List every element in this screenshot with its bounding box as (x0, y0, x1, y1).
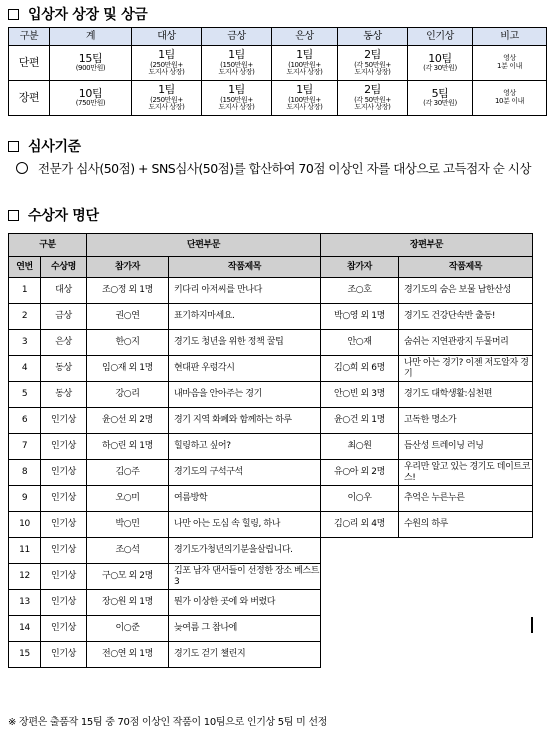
long-work-cell: 우리만 알고 있는 경기도 데이트코스! (399, 460, 533, 486)
popular-cell: 5팀 (각 30만원) (408, 81, 473, 116)
header-cell: 연번 (9, 257, 41, 278)
award-cell: 인기상 (41, 590, 87, 616)
bronze-cell: 2팀 (각 50만원+ 도지사 상장) (338, 81, 408, 116)
table-row (9, 330, 533, 356)
table-row (9, 382, 533, 408)
popular-cell: 10팀 (각 30만원) (408, 46, 473, 81)
short-participant-cell: 하○린 외 1명 (87, 434, 169, 460)
square-bullet-icon (8, 141, 19, 152)
long-participant-cell: 유○아 외 2명 (321, 460, 399, 486)
no-cell: 5 (9, 382, 41, 408)
header-cell: 대상 (132, 28, 202, 46)
silver-cell: 1팀 (100만원+ 도지사 상장) (272, 46, 338, 81)
award-cell: 인기상 (41, 538, 87, 564)
short-participant-cell: 이○준 (87, 616, 169, 642)
row-label: 장편 (9, 81, 50, 116)
header-cell: 비고 (473, 28, 547, 46)
grand-cell: 1팀 (250만원+ 도지사 상장) (132, 81, 202, 116)
short-work-cell: 김포 남자 댄서들이 선정한 장소 베스트3 (169, 564, 321, 590)
no-cell: 7 (9, 434, 41, 460)
short-work-cell: 힐링하고 싶어? (169, 434, 321, 460)
award-cell: 금상 (41, 304, 87, 330)
long-participant-cell: 박○영 외 1명 (321, 304, 399, 330)
grand-cell: 1팀 (250만원+ 도지사 상장) (132, 46, 202, 81)
winners-table (8, 233, 533, 668)
long-work-cell: 듬산성 트레이닝 러닝 (399, 434, 533, 460)
short-participant-cell: 한○지 (87, 330, 169, 356)
long-work-cell: 나만 아는 경기? 이젠 저도알자 경기 (399, 356, 533, 382)
section-winners-heading (8, 205, 99, 225)
award-cell: 인기상 (41, 616, 87, 642)
award-cell: 인기상 (41, 642, 87, 668)
no-cell: 4 (9, 356, 41, 382)
short-work-cell: 나만 아는 도심 속 힐링, 하나 (169, 512, 321, 538)
section-title: 입상자 상장 및 상금 (28, 7, 148, 23)
silver-cell: 1팀 (100만원+ 도지사 상장) (272, 81, 338, 116)
short-work-cell: 경기 지역 화폐와 함께하는 하루 (169, 408, 321, 434)
table-row (9, 304, 533, 330)
no-cell: 2 (9, 304, 41, 330)
no-cell: 1 (9, 278, 41, 304)
header-cell: 작품제목 (399, 257, 533, 278)
award-cell: 은상 (41, 330, 87, 356)
long-participant-cell: 조○호 (321, 278, 399, 304)
long-participant-cell: 안○빈 외 3명 (321, 382, 399, 408)
table-row (9, 408, 533, 434)
note-cell: 영상 10분 이내 (473, 81, 547, 116)
header-cell: 참가자 (321, 257, 399, 278)
no-cell: 9 (9, 486, 41, 512)
award-cell: 인기상 (41, 486, 87, 512)
long-work-cell: 경기도 건강단속반 출동! (399, 304, 533, 330)
award-cell: 인기상 (41, 434, 87, 460)
section-title: 수상자 명단 (28, 208, 99, 224)
short-participant-cell: 김○주 (87, 460, 169, 486)
table-row (9, 278, 533, 304)
table-header-row (9, 234, 533, 257)
long-participant-cell: 최○원 (321, 434, 399, 460)
award-cell: 인기상 (41, 512, 87, 538)
no-cell: 8 (9, 460, 41, 486)
long-work-cell: 경기도 대학생활:심천편 (399, 382, 533, 408)
long-work-cell: 경기도의 숨은 보물 남한산성 (399, 278, 533, 304)
header-cell: 작품제목 (169, 257, 321, 278)
no-cell: 3 (9, 330, 41, 356)
table-row (9, 460, 533, 486)
short-participant-cell: 전○연 외 1명 (87, 642, 169, 668)
long-participant-cell: 김○희 외 6명 (321, 356, 399, 382)
table-row (9, 512, 533, 538)
no-cell: 12 (9, 564, 41, 590)
header-cell: 금상 (202, 28, 272, 46)
no-cell: 15 (9, 642, 41, 668)
short-participant-cell: 윤○선 외 2명 (87, 408, 169, 434)
short-participant-cell: 박○민 (87, 512, 169, 538)
gold-cell: 1팀 (150만원+ 도지사 상장) (202, 81, 272, 116)
header-cell: 인기상 (408, 28, 473, 46)
table-header-row (9, 257, 533, 278)
square-bullet-icon (8, 9, 19, 20)
table-row (9, 486, 533, 512)
short-participant-cell: 조○석 (87, 538, 169, 564)
row-label: 단편 (9, 46, 50, 81)
header-cell: 수상명 (41, 257, 87, 278)
footnote: ※ 장편은 출품작 15팀 중 70점 이상인 작품이 10팀으로 인기상 5팀 미 선정 (8, 717, 328, 728)
judging-criteria-text: 전문가 심사(50점) + SNS심사(50점)를 합산하여 70점 이상인 자를 대상으로 고득점자 순 시상 (16, 159, 551, 179)
short-work-cell: 표기하지마세요. (169, 304, 321, 330)
short-work-cell: 여름방학 (169, 486, 321, 512)
short-work-cell: 키다리 아저씨를 만나다 (169, 278, 321, 304)
short-work-cell: 경기도가청년의기분을살립니다. (169, 538, 321, 564)
header-cell: 계 (50, 28, 132, 46)
short-participant-cell: 강○리 (87, 382, 169, 408)
short-work-cell: 늦여름 그 참나에 (169, 616, 321, 642)
vertical-rule (531, 617, 533, 633)
table-row (9, 538, 533, 564)
short-work-cell: 경기도 청년을 위한 정책 꿀팁 (169, 330, 321, 356)
section-title: 심사기준 (28, 139, 81, 155)
header-cell: 참가자 (87, 257, 169, 278)
table-row (9, 46, 547, 81)
award-cell: 동상 (41, 356, 87, 382)
header-cell: 은상 (272, 28, 338, 46)
award-prize-table (8, 27, 547, 116)
long-participant-cell: 윤○건 외 1명 (321, 408, 399, 434)
section-judging-criteria-heading (8, 136, 81, 156)
award-cell: 인기상 (41, 460, 87, 486)
table-header-row (9, 28, 547, 46)
award-cell: 인기상 (41, 564, 87, 590)
short-work-cell: 경기도 걷기 챌린지 (169, 642, 321, 668)
short-participant-cell: 장○원 외 1명 (87, 590, 169, 616)
section-award-prizes-heading (8, 4, 148, 24)
table-row (9, 434, 533, 460)
long-participant-cell: 안○재 (321, 330, 399, 356)
square-bullet-icon (8, 210, 19, 221)
note-cell: 영상 1분 이내 (473, 46, 547, 81)
short-work-cell: 내마음을 안아주는 경기 (169, 382, 321, 408)
no-cell: 11 (9, 538, 41, 564)
table-row (9, 356, 533, 382)
short-participant-cell: 구○모 외 2명 (87, 564, 169, 590)
long-work-cell: 숨쉬는 지연관광지 두물머리 (399, 330, 533, 356)
short-participant-cell: 권○연 (87, 304, 169, 330)
circle-bullet-icon (16, 162, 28, 174)
long-work-cell: 수원의 하루 (399, 512, 533, 538)
long-work-cell: 추억은 누른누른 (399, 486, 533, 512)
header-cell: 장편부문 (321, 234, 533, 257)
short-participant-cell: 임○재 외 1명 (87, 356, 169, 382)
no-cell: 10 (9, 512, 41, 538)
long-participant-cell: 이○우 (321, 486, 399, 512)
short-work-cell: 현대판 우렁각시 (169, 356, 321, 382)
no-cell: 14 (9, 616, 41, 642)
award-cell: 인기상 (41, 408, 87, 434)
empty-long-cell (321, 538, 533, 668)
header-cell: 동상 (338, 28, 408, 46)
long-participant-cell: 김○리 외 4명 (321, 512, 399, 538)
long-work-cell: 고독한 명소가 (399, 408, 533, 434)
header-cell: 구분 (9, 234, 87, 257)
short-work-cell: 뭔가 이상한 곳에 와 버렸다 (169, 590, 321, 616)
total-cell: 15팀 (900만원) (50, 46, 132, 81)
no-cell: 6 (9, 408, 41, 434)
short-work-cell: 경기도의 구석구석 (169, 460, 321, 486)
header-cell: 단편부문 (87, 234, 321, 257)
table-row (9, 81, 547, 116)
no-cell: 13 (9, 590, 41, 616)
short-participant-cell: 오○미 (87, 486, 169, 512)
total-cell: 10팀 (750만원) (50, 81, 132, 116)
bronze-cell: 2팀 (각 50만원+ 도지사 상장) (338, 46, 408, 81)
award-cell: 대상 (41, 278, 87, 304)
header-cell: 구분 (9, 28, 50, 46)
gold-cell: 1팀 (150만원+ 도지사 상장) (202, 46, 272, 81)
award-cell: 동상 (41, 382, 87, 408)
short-participant-cell: 조○정 외 1명 (87, 278, 169, 304)
